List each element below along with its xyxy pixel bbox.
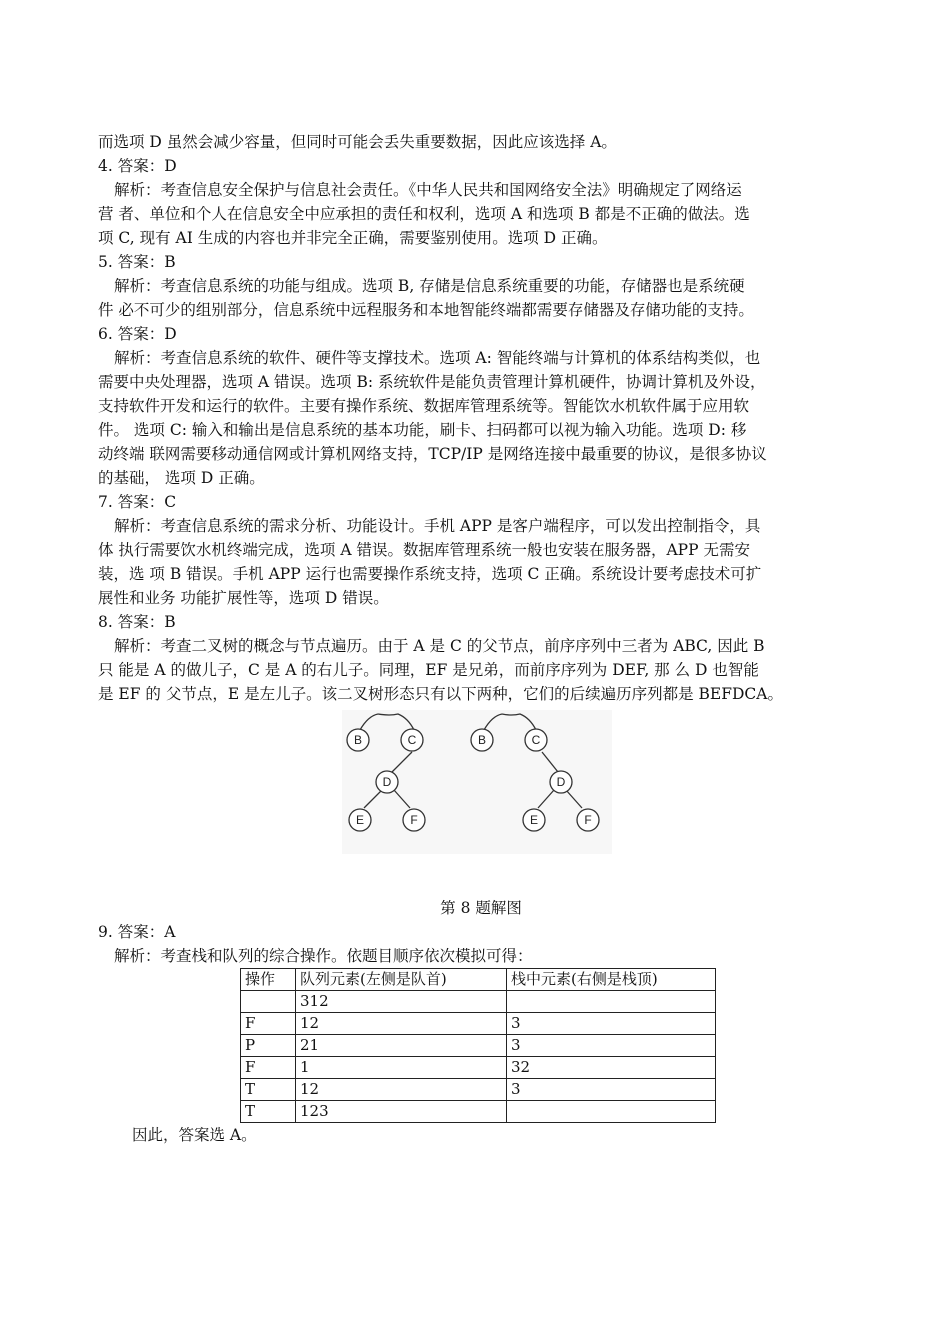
table-cell: 21 xyxy=(296,1035,507,1057)
tree2-label-e: E xyxy=(529,813,539,827)
table-cell xyxy=(507,1101,716,1123)
tree2-label-c: C xyxy=(531,733,541,747)
answer-item-6 xyxy=(98,322,864,490)
explanation-line: 动终端 联网需要移动通信网或计算机网络支持，TCP/IP 是网络连接中最重要的协议，是很多协议 xyxy=(98,445,767,463)
explanation-line: 解析：考查信息系统的功能与组成。选项 B, 存储是信息系统重要的功能，存储器也是系统硬 xyxy=(114,277,745,295)
answer-label: 9. 答案：A xyxy=(98,923,176,941)
explanation-line: 项 C, 现有 AI 生成的内容也并非完全正确，需要鉴别使用。选项 D 正确。 xyxy=(98,229,608,247)
table-cell: 12 xyxy=(296,1013,507,1035)
table-cell: 32 xyxy=(507,1057,716,1079)
table-cell xyxy=(507,991,716,1013)
tree2-label-f: F xyxy=(584,813,592,827)
tree1-label-c: C xyxy=(407,733,417,747)
table-cell: T xyxy=(241,1079,296,1101)
tree2-label-b: B xyxy=(477,733,487,747)
explanation-line: 解析：考查栈和队列的综合操作。依题目顺序依次模拟可得： xyxy=(114,947,533,965)
answer-label: 4. 答案：D xyxy=(98,157,177,175)
table-row xyxy=(241,1013,716,1035)
table-cell: F xyxy=(241,1057,296,1079)
table-cell: P xyxy=(241,1035,296,1057)
table-row xyxy=(241,1057,716,1079)
answer-label: 7. 答案：C xyxy=(98,493,177,511)
table-cell: 12 xyxy=(296,1079,507,1101)
table-cell: 3 xyxy=(507,1035,716,1057)
table-cell: 312 xyxy=(296,991,507,1013)
tree1-label-b: B xyxy=(353,733,363,747)
explanation-line: 装，选 项 B 错误。手机 APP 运行也需要操作系统支持，选项 C 正确。系统设计要考虑技术可扩 xyxy=(98,565,762,583)
table-header-cell: 栈中元素(右侧是栈顶) xyxy=(507,969,716,991)
table-cell: 3 xyxy=(507,1013,716,1035)
explanation-line: 解析：考查信息安全保护与信息社会责任。《中华人民共和国网络安全法》明确规定了网络运 xyxy=(114,181,742,199)
conclusion-line: 因此，答案选 A。 xyxy=(132,1126,257,1144)
table-row xyxy=(241,1101,716,1123)
table-header-cell: 操作 xyxy=(241,969,296,991)
answer-item-7 xyxy=(98,490,864,610)
table-header-cell: 队列元素(左侧是队首) xyxy=(296,969,507,991)
table-cell: 123 xyxy=(296,1101,507,1123)
explanation-line: 营 者、单位和个人在信息安全中应承担的责任和权利，选项 A 和选项 B 都是不正确的做法。选 xyxy=(98,205,750,223)
answer-item-4 xyxy=(98,154,864,250)
answer-label: 8. 答案：B xyxy=(98,613,176,631)
answer-item-9 xyxy=(98,920,864,1147)
explanation-line: 体 执行需要饮水机终端完成，选项 A 错误。数据库管理系统一般也安装在服务器，APP 无需安 xyxy=(98,541,750,559)
answer-item-8 xyxy=(98,610,864,706)
table-cell: F xyxy=(241,1013,296,1035)
table-row xyxy=(241,991,716,1013)
explanation-line: 展性和业务 功能扩展性等，选项 D 错误。 xyxy=(98,589,389,607)
explanation-line: 支持软件开发和运行的软件。主要有操作系统、数据库管理系统等。智能饮水机软件属于应用软 xyxy=(98,397,750,415)
stack-queue-table xyxy=(240,968,716,1123)
answer-label: 6. 答案：D xyxy=(98,325,177,343)
answer-label: 5. 答案：B xyxy=(98,253,176,271)
table-cell: 3 xyxy=(507,1079,716,1101)
explanation-line: 的基础， 选项 D 正确。 xyxy=(98,469,265,487)
table-row xyxy=(241,1079,716,1101)
table-cell: 1 xyxy=(296,1057,507,1079)
explanation-line: 需要中央处理器，选项 A 错误。选项 B: 系统软件是能负责管理计算机硬件，协调计算机及外设， xyxy=(98,373,766,391)
answer-item-5 xyxy=(98,250,864,322)
figure-caption: 第 8 题解图 xyxy=(440,899,522,917)
table-cell: T xyxy=(241,1101,296,1123)
explanation-line: 件 必不可少的组别部分，信息系统中远程服务和本地智能终端都需要存储器及存储功能的支持。 xyxy=(98,301,754,319)
document-page xyxy=(98,130,864,1147)
explanation-line: 解析：考查二叉树的概念与节点遍历。由于 A 是 C 的父节点，前序序列中三者为 ABC, 因此 B xyxy=(114,637,765,655)
table-row xyxy=(241,1035,716,1057)
explanation-line: 只 能是 A 的做儿子，C 是 A 的右儿子。同理，EF 是兄弟，而前序序列为 DEF, 那 么 D 也智能 xyxy=(98,661,759,679)
table-header-row xyxy=(241,969,716,991)
tree1-label-d: D xyxy=(382,775,392,789)
binary-tree-diagram xyxy=(342,710,612,854)
binary-tree-figure xyxy=(98,706,864,896)
explanation-line: 解析：考查信息系统的软件、硬件等支撑技术。选项 A: 智能终端与计算机的体系结构类似，也 xyxy=(114,349,761,367)
table-cell xyxy=(241,991,296,1013)
tree1-label-f: F xyxy=(410,813,418,827)
tree1-label-e: E xyxy=(355,813,365,827)
explanation-line: 是 EF 的 父节点，E 是左儿子。该二叉树形态只有以下两种，它们的后续遍历序列都是 BEFDCA。 xyxy=(98,685,783,703)
intro-line: 而选项 D 虽然会减少容量，但同时可能会丢失重要数据，因此应该选择 A。 xyxy=(98,133,617,151)
tree2-label-d: D xyxy=(556,775,566,789)
explanation-line: 件。 选项 C: 输入和输出是信息系统的基本功能，刷卡、扫码都可以视为输入功能。选项 D: 移 xyxy=(98,421,747,439)
explanation-line: 解析：考查信息系统的需求分析、功能设计。手机 APP 是客户端程序，可以发出控制指令，具 xyxy=(114,517,761,535)
